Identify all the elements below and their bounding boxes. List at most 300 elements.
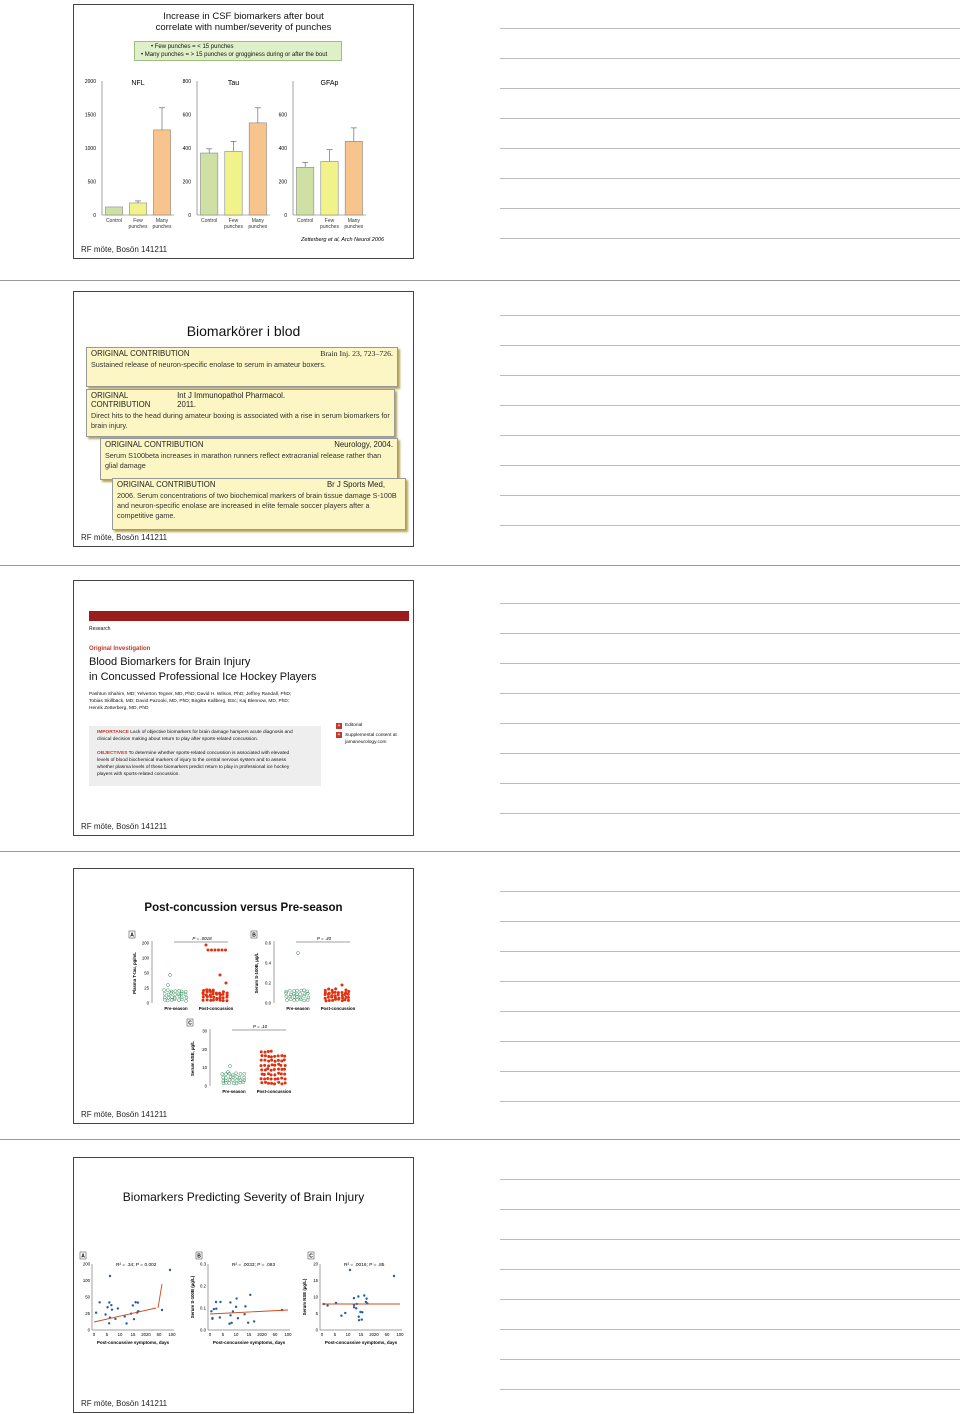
data-point xyxy=(344,1312,346,1314)
post-concussion-point xyxy=(260,1081,263,1084)
post-concussion-point xyxy=(337,997,340,1000)
post-concussion-point xyxy=(260,1077,263,1080)
data-point xyxy=(365,1301,367,1303)
y-tick-label: 100 xyxy=(82,1278,90,1283)
x-tick-label: Many xyxy=(155,218,169,224)
article-authors: Pashtun Shahim, MD; Yelverton Tegner, MD, PhD; David H. Wilson, PhD; Jeffrey Randall, PhD; Tobias Skillbäck, MD; David Pazooki, MD, PhD; Birgitta Kallberg, BSc; Kaj Blennow, MD, PhD; Henrik Zetterberg, MD, PhD xyxy=(89,692,292,711)
post-concussion-point xyxy=(274,1078,277,1081)
note-line xyxy=(500,315,960,316)
post-concussion-point xyxy=(222,999,225,1002)
pre-season-point xyxy=(306,992,309,995)
note-line xyxy=(500,435,960,436)
y-tick-label: 20 xyxy=(313,1261,318,1267)
x-tick-label: 2020 xyxy=(257,1332,267,1337)
paper-box-1[interactable]: ORIGINAL CONTRIBUTION Brain Inj. 23, 723–726. Sustained release of neuron-specific enolase to serum in amateur boxers. xyxy=(86,347,398,387)
post-concussion-point xyxy=(284,1082,287,1085)
note-line xyxy=(500,525,960,526)
post-concussion-point xyxy=(264,1054,267,1057)
pre-season-point xyxy=(303,999,306,1002)
data-point xyxy=(353,1297,355,1299)
x-tick-label: 10 xyxy=(345,1332,351,1337)
y-axis-label: Serum NSE, μg/L xyxy=(190,1041,195,1076)
y-tick-label: 0 xyxy=(315,1327,318,1333)
x-tick-label: Pre-season xyxy=(164,1006,188,1011)
x-tick-label: Pre-season xyxy=(222,1089,246,1094)
data-point xyxy=(98,1301,100,1303)
x-tick-label: 5 xyxy=(333,1332,337,1337)
x-tick-label: 15 xyxy=(358,1332,364,1337)
data-point xyxy=(358,1316,360,1318)
footer: RF möte, Bosön 141211 xyxy=(81,822,168,831)
y-tick-label: 0 xyxy=(146,1000,149,1006)
pre-season-point xyxy=(306,990,309,993)
note-line xyxy=(500,693,960,694)
data-point xyxy=(243,1313,245,1315)
note-line xyxy=(500,465,960,466)
y-tick-label: 10 xyxy=(202,1065,207,1071)
post-concussion-point xyxy=(260,1054,263,1057)
y-tick-label: 25 xyxy=(85,1311,90,1316)
post-concussion-point xyxy=(202,999,205,1002)
bar xyxy=(321,161,338,215)
y-tick-label: 200 xyxy=(82,1261,90,1267)
note-line xyxy=(500,603,960,604)
post-concussion-point xyxy=(277,1054,280,1057)
y-tick-label: 500 xyxy=(87,179,96,186)
data-point xyxy=(355,1307,357,1309)
note-line xyxy=(500,345,960,346)
note-line xyxy=(500,951,960,952)
data-point xyxy=(361,1318,363,1320)
data-point xyxy=(104,1313,106,1315)
article-side-links xyxy=(336,722,397,746)
panel-letter: A xyxy=(81,1253,85,1260)
data-point xyxy=(229,1314,231,1316)
note-line xyxy=(500,813,960,814)
x-tick-label: 5 xyxy=(221,1332,225,1337)
post-concussion-point xyxy=(277,1059,280,1062)
pre-season-point xyxy=(170,998,173,1001)
pre-season-point xyxy=(300,989,303,992)
slide-5-title: Biomarkers Predicting Severity of Brain Injury xyxy=(122,1190,365,1204)
pre-season-point xyxy=(296,989,299,992)
post-concussion-point xyxy=(280,1054,283,1057)
data-point xyxy=(211,1317,213,1319)
y-tick-label: 2000 xyxy=(84,79,96,85)
post-concussion-point xyxy=(273,1064,276,1067)
post-concussion-point xyxy=(270,1059,273,1062)
slide-2-title: Biomarkörer i blod xyxy=(186,323,301,339)
note-line xyxy=(500,1389,960,1390)
pre-season-point xyxy=(289,993,292,996)
x-tick-label: 2020 xyxy=(141,1332,151,1337)
post-concussion-point xyxy=(273,1068,276,1071)
slide-1 xyxy=(73,4,414,259)
post-concussion-point xyxy=(263,1059,266,1062)
pre-season-point xyxy=(288,989,291,992)
data-point xyxy=(132,1304,134,1306)
post-concussion-point xyxy=(205,944,208,947)
p-value-label: P = .0018 xyxy=(192,936,212,941)
note-line xyxy=(500,375,960,376)
note-line xyxy=(500,1179,960,1180)
data-point xyxy=(349,1269,351,1271)
pre-season-point xyxy=(303,989,306,992)
pre-season-point xyxy=(169,974,172,977)
article-kind: Original Investigation xyxy=(89,646,151,652)
post-concussion-point xyxy=(270,1082,273,1085)
note-line xyxy=(500,783,960,784)
y-tick-label: 600 xyxy=(278,112,287,119)
data-point xyxy=(235,1306,237,1308)
post-concussion-point xyxy=(226,991,229,994)
post-concussion-point xyxy=(263,1073,266,1076)
pre-season-point xyxy=(235,1079,238,1082)
x-tick-label: Few xyxy=(133,218,143,224)
y-tick-label: 100 xyxy=(141,955,149,961)
post-concussion-point xyxy=(283,1058,286,1061)
post-concussion-point xyxy=(347,999,350,1002)
pre-season-point xyxy=(163,992,166,995)
data-point xyxy=(219,1316,221,1318)
y-tick-label: 30 xyxy=(202,1028,207,1034)
x-tick-label: Post-concussion xyxy=(256,1089,292,1094)
post-concussion-point xyxy=(210,949,213,952)
data-point xyxy=(363,1294,365,1296)
y-tick-label: 0 xyxy=(188,213,191,219)
footer: RF möte, Bosön 141211 xyxy=(81,245,168,254)
stat-label: R² = .0033; P = .083 xyxy=(232,1263,276,1268)
pre-season-point xyxy=(231,1073,234,1076)
data-point xyxy=(110,1304,112,1306)
y-tick-label: 0.0 xyxy=(265,1000,271,1006)
y-tick-label: 0.3 xyxy=(200,1261,206,1267)
data-point xyxy=(358,1319,360,1321)
post-concussion-point xyxy=(221,949,224,952)
article-title: Blood Biomarkers for Brain Injury in Concussed Professional Ice Hockey Players xyxy=(89,656,317,683)
y-axis-label: Plasma T-tau, pg/mL xyxy=(132,952,137,994)
y-tick-label: 50 xyxy=(85,1294,90,1300)
post-concussion-point xyxy=(277,1072,280,1075)
x-tick-label: 100 xyxy=(396,1332,404,1337)
post-concussion-point xyxy=(276,1077,279,1080)
punch-legend: • Few punches = < 15 punches • Many punches = > 15 punches or grogginess during or after the bout xyxy=(134,41,342,61)
note-line xyxy=(500,663,960,664)
post-concussion-point xyxy=(209,994,212,997)
post-concussion-point xyxy=(225,999,228,1002)
post-concussion-point xyxy=(331,999,334,1002)
note-line xyxy=(500,753,960,754)
footer: RF möte, Bosön 141211 xyxy=(81,533,168,542)
note-line xyxy=(500,1209,960,1210)
note-line xyxy=(500,921,960,922)
data-point xyxy=(169,1269,171,1271)
x-tick-label: 60 xyxy=(384,1332,390,1337)
x-tick-label: Post-concussion xyxy=(320,1006,356,1011)
x-tick-label: 60 xyxy=(272,1332,278,1337)
slide-4-title: Post-concussion versus Pre-season xyxy=(144,902,343,914)
post-concussion-point xyxy=(270,1055,273,1058)
y-tick-label: 0 xyxy=(284,213,287,219)
slide-5 xyxy=(73,1157,414,1413)
y-tick-label: 0.0 xyxy=(200,1327,206,1333)
y-tick-label: 400 xyxy=(278,146,287,152)
pre-season-point xyxy=(228,1078,231,1081)
pre-season-point xyxy=(297,952,300,955)
y-tick-label: 0 xyxy=(87,1327,90,1333)
x-tick-label: Post-concussion xyxy=(198,1006,234,1011)
bar xyxy=(153,130,170,215)
post-concussion-point xyxy=(209,999,212,1002)
x-tick-label: 10 xyxy=(233,1332,239,1337)
post-concussion-point xyxy=(218,992,221,995)
pre-season-point xyxy=(185,996,188,999)
data-point xyxy=(117,1307,119,1309)
pre-season-point xyxy=(296,993,299,996)
post-concussion-point xyxy=(280,1077,283,1080)
post-concussion-point xyxy=(347,993,350,996)
note-line xyxy=(500,118,960,119)
note-line xyxy=(500,891,960,892)
post-concussion-point xyxy=(283,1055,286,1058)
data-point xyxy=(111,1308,113,1310)
note-line xyxy=(500,1041,960,1042)
x-tick-label: 2020 xyxy=(369,1332,379,1337)
post-concussion-point xyxy=(202,989,205,992)
post-concussion-point xyxy=(224,949,227,952)
supplemental-link[interactable]: + Supplemental content at jamaneurology.com xyxy=(337,732,397,745)
y-tick-label: 0.1 xyxy=(200,1305,206,1311)
post-concussion-point xyxy=(202,996,205,999)
y-tick-label: 0.2 xyxy=(265,980,271,986)
y-tick-label: 20 xyxy=(202,1046,207,1052)
data-point xyxy=(357,1295,359,1297)
y-axis-label: Serum NSE (μg/L) xyxy=(302,1278,307,1316)
note-line xyxy=(500,208,960,209)
post-concussion-point xyxy=(280,1072,283,1075)
post-concussion-point xyxy=(270,1077,273,1080)
x-axis-label: Post-concussive symptoms, days xyxy=(96,1340,170,1345)
x-tick-label: punches xyxy=(248,224,268,230)
data-point xyxy=(95,1311,97,1313)
pre-season-point xyxy=(303,993,306,996)
y-tick-label: 1000 xyxy=(84,146,96,152)
post-concussion-point xyxy=(334,991,337,994)
post-concussion-point xyxy=(206,998,209,1001)
paper-box-3[interactable]: ORIGINAL CONTRIBUTION Neurology, 2004. Serum S100beta increases in marathon runners reflect extracranial release rather than glial damage xyxy=(100,438,398,480)
note-line xyxy=(500,28,960,29)
note-line xyxy=(500,1011,960,1012)
note-line xyxy=(500,1239,960,1240)
post-concussion-point xyxy=(341,994,344,997)
pre-season-point xyxy=(174,990,177,993)
pre-season-point xyxy=(243,1072,246,1075)
data-point xyxy=(215,1301,217,1303)
y-tick-label: 0 xyxy=(93,213,96,219)
y-tick-label: 200 xyxy=(141,940,149,946)
panel-title: NFL xyxy=(131,80,145,87)
data-point xyxy=(161,1309,163,1311)
post-concussion-point xyxy=(273,1055,276,1058)
post-concussion-point xyxy=(260,1064,263,1067)
bar xyxy=(345,141,362,215)
x-tick-label: punches xyxy=(344,224,364,230)
post-concussion-point xyxy=(324,997,327,1000)
x-tick-label: Many xyxy=(251,218,264,224)
x-tick-label: Control xyxy=(297,218,314,224)
pre-season-point xyxy=(221,1073,224,1076)
data-point xyxy=(353,1306,355,1308)
pre-season-point xyxy=(163,989,166,992)
panel-letter: B xyxy=(197,1253,201,1260)
note-line xyxy=(500,1101,960,1102)
p-value-label: P = .40 xyxy=(316,936,332,941)
pre-season-point xyxy=(296,998,299,1001)
note-line xyxy=(500,238,960,239)
paper-box-4[interactable]: ORIGINAL CONTRIBUTION Br J Sports Med, 2006. Serum concentrations of two biochemical markers of brain tissue damage S-100B and neuron-specific enolase are increased in elite female soccer players after a competitive game. xyxy=(112,478,406,530)
stat-label: R² = .34; P = 0.002 xyxy=(116,1263,157,1268)
x-tick-label: 60 xyxy=(156,1332,162,1337)
data-point xyxy=(109,1275,111,1277)
post-concussion-point xyxy=(280,1082,283,1085)
x-tick-label: Control xyxy=(201,218,218,224)
post-concussion-point xyxy=(270,1050,273,1053)
post-concussion-point xyxy=(341,999,344,1002)
data-point xyxy=(108,1301,110,1303)
severity-regression-plots xyxy=(74,1246,413,1356)
y-tick-label: 600 xyxy=(182,112,191,119)
data-point xyxy=(340,1315,342,1317)
data-point xyxy=(134,1301,136,1303)
editorial-link[interactable]: + Editorial xyxy=(337,722,363,729)
post-concussion-point xyxy=(218,996,221,999)
data-point xyxy=(249,1294,251,1296)
post-concussion-point xyxy=(273,1082,276,1085)
post-concussion-point xyxy=(284,1078,287,1081)
y-axis-label: Serum S-100B, μg/L xyxy=(254,952,259,994)
stat-label: R² = .0016; P = .85 xyxy=(344,1263,385,1268)
post-concussion-point xyxy=(263,1078,266,1081)
data-point xyxy=(361,1311,363,1313)
y-tick-label: 15 xyxy=(313,1278,318,1283)
post-concussion-point xyxy=(267,1082,270,1085)
y-tick-label: 0.2 xyxy=(200,1283,206,1289)
y-tick-label: 400 xyxy=(182,146,191,152)
pre-season-point xyxy=(177,999,180,1002)
data-point xyxy=(210,1310,212,1312)
regression-line xyxy=(94,1308,156,1322)
pre-season-point xyxy=(166,989,169,992)
x-tick-label: punches xyxy=(152,224,172,230)
post-concussion-point xyxy=(205,994,208,997)
post-concussion-point xyxy=(215,992,218,995)
post-concussion-point xyxy=(207,949,210,952)
data-point xyxy=(215,1308,217,1310)
footer: RF möte, Bosön 141211 xyxy=(81,1110,168,1119)
post-concussion-point xyxy=(217,949,220,952)
post-concussion-point xyxy=(222,996,225,999)
post-concussion-point xyxy=(270,1073,273,1076)
pre-season-point xyxy=(167,984,170,987)
post-concussion-point xyxy=(263,1064,266,1067)
y-tick-label: 0 xyxy=(204,1083,207,1089)
note-line xyxy=(500,1071,960,1072)
post-concussion-point xyxy=(328,992,331,995)
pre-season-point xyxy=(174,993,177,996)
post-concussion-point xyxy=(267,1072,270,1075)
pre-season-point xyxy=(177,993,180,996)
x-tick-label: punches xyxy=(320,224,339,230)
bar xyxy=(296,167,313,215)
data-point xyxy=(213,1308,215,1310)
post-concussion-point xyxy=(219,974,222,977)
pre-season-point xyxy=(286,999,289,1002)
section-label: Research xyxy=(89,626,111,632)
data-point xyxy=(133,1318,135,1320)
x-tick-label: Few xyxy=(228,218,239,224)
post-concussion-point xyxy=(264,1051,267,1054)
p-value-label: P = .10 xyxy=(252,1024,268,1029)
post-concussion-point xyxy=(260,1050,263,1053)
post-concussion-point xyxy=(212,999,215,1002)
slide-2 xyxy=(73,291,414,547)
pre-season-point xyxy=(231,1079,234,1082)
x-tick-label: Few xyxy=(324,218,335,224)
post-concussion-point xyxy=(273,1073,276,1076)
note-line xyxy=(500,633,960,634)
post-concussion-point xyxy=(214,949,217,952)
data-point xyxy=(108,1322,110,1324)
pre-season-point xyxy=(184,999,187,1002)
post-concussion-point xyxy=(337,991,340,994)
data-point xyxy=(232,1310,234,1312)
x-tick-label: 100 xyxy=(168,1332,176,1337)
panel-title: GFAp xyxy=(320,80,339,87)
pre-season-point xyxy=(299,993,302,996)
post-concussion-point xyxy=(267,1055,270,1058)
pre-season-point xyxy=(167,996,170,999)
x-tick-label: 0 xyxy=(208,1332,212,1337)
page-separator xyxy=(0,565,960,566)
regression-line xyxy=(158,1284,162,1308)
post-concussion-point xyxy=(347,996,350,999)
post-concussion-point xyxy=(221,993,224,996)
y-tick-label: 5 xyxy=(315,1311,318,1316)
abstract-block: IMPORTANCE Lack of objective biomarkers for brain damage hampers acute diagnosis and clinical decision making about return to play after sports-related concussion. OBJECTIVES To determine whether sports-related concussion is associated with elevated levels of blood biochemical markers of injury to the central nervous system and to assess whether plasma levels of these biomarkers predict return to play in professional ice hockey players with sports-related concussion. xyxy=(89,726,321,786)
post-concussion-point xyxy=(271,1063,274,1066)
x-tick-label: 0 xyxy=(320,1332,324,1337)
note-line xyxy=(500,723,960,724)
plus-icon: + xyxy=(337,732,341,738)
post-concussion-point xyxy=(283,1073,286,1076)
pre-season-point xyxy=(170,996,173,999)
post-concussion-point xyxy=(334,987,337,990)
bar xyxy=(200,153,217,215)
post-concussion-point xyxy=(330,994,333,997)
note-line xyxy=(500,981,960,982)
post-concussion-point xyxy=(212,996,215,999)
bar xyxy=(105,207,122,215)
y-axis-label: Serum S-100B (μg/L) xyxy=(190,1275,195,1319)
x-tick-label: 10 xyxy=(117,1332,123,1337)
data-point xyxy=(106,1306,108,1308)
post-concussion-point xyxy=(341,991,344,994)
post-concussion-point xyxy=(325,999,328,1002)
post-concussion-point xyxy=(264,1081,267,1084)
paper-box-2[interactable]: ORIGINAL CONTRIBUTION Int J Immunopathol Pharmacol. 2011. Direct hits to the head during amateur boxing is associated with a rise in serum biomarkers for brain injury. xyxy=(86,389,395,437)
pre-season-point xyxy=(239,1072,242,1075)
post-concussion-point xyxy=(266,1067,269,1070)
